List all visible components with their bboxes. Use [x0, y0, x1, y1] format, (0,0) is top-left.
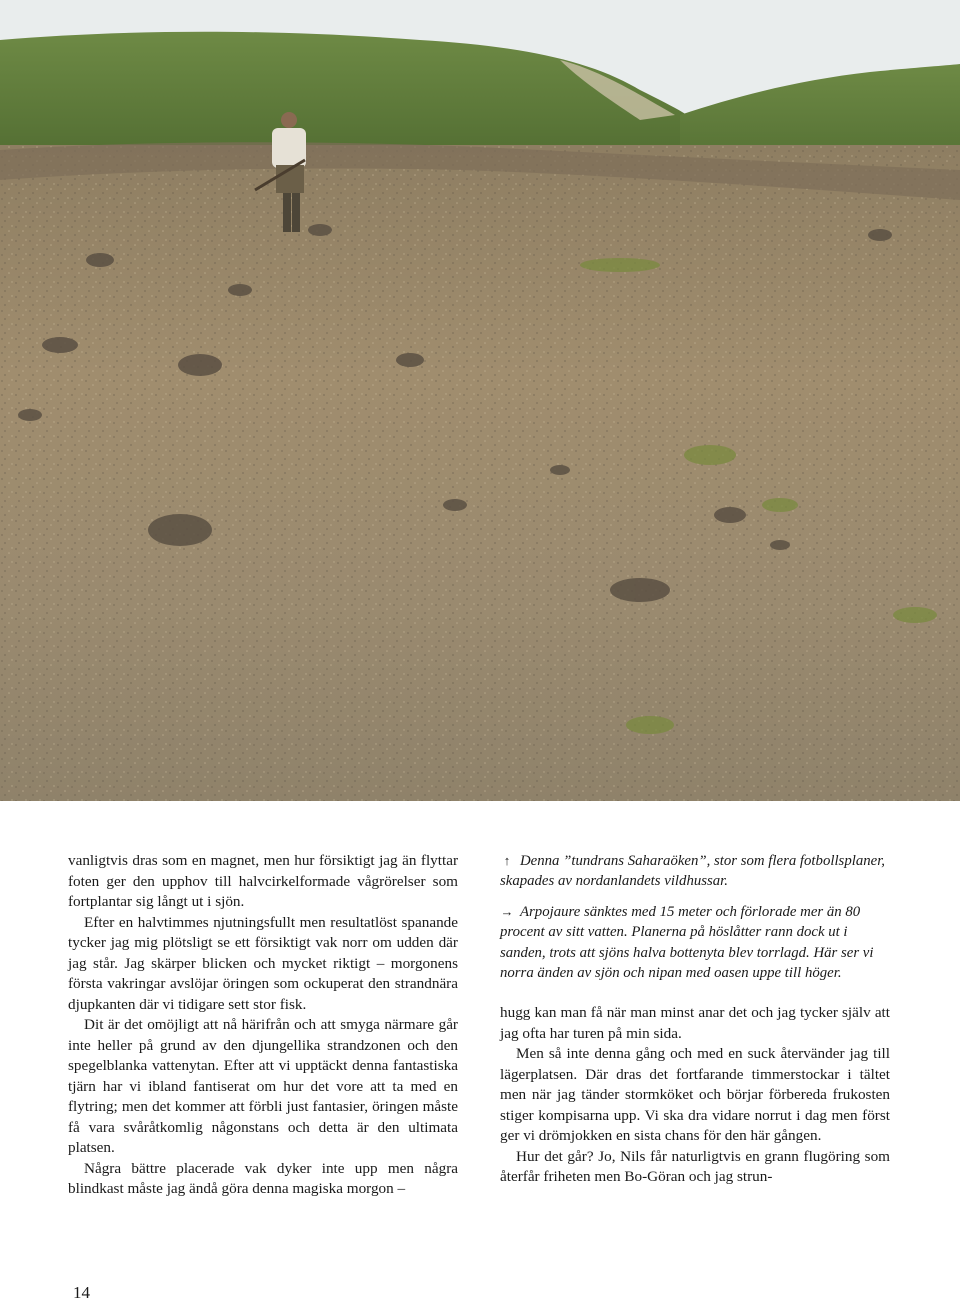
- body-paragraph: Några bättre placerade vak dyker inte upp men några blindkast måste jag ändå göra denna magiska morgon –: [68, 1159, 458, 1197]
- gravel-texture: [0, 145, 960, 801]
- page-number: 14: [73, 1283, 90, 1302]
- caption-text: Denna ”tundrans Saharaöken”, stor som flera fotbollsplaner, skapades av nordanlandets vildhussar.: [500, 853, 886, 890]
- body-paragraph: Efter en halvtimmes njutningsfullt men resultatlöst spanande tycker jag mig plötsligt se ett försiktigt vak norr om udden där jag står. Jag skärper blicken och mycket riktigt – morgonens första vakringar avslöjar öringen som ockuperat den strandnära djupkanten där vi tidigare sett stor fisk.: [68, 913, 458, 1013]
- caption-text: Arpojaure sänktes med 15 meter och förlorade mer än 80 procent av sitt vatten. Planerna på höslåtter rann dock ut i sanden, trots att sjöns halva bottenyta blev torrlagd. Här ser vi norra änden av sjön och nipan med oasen uppe till höger.: [500, 903, 874, 982]
- body-paragraph: Men så inte denna gång och med en suck återvänder jag till lägerplatsen. Där dras det fortfarande timmerstockar i tältet men när jag tänder stormköket och börjar förbereda frukosten stiger kompisarna upp. Vi ska dra vidare norrut i dag men först ger vi drömjokken en sista chans för den här gången.: [500, 1045, 890, 1145]
- right-body-text: [500, 1003, 890, 1188]
- body-paragraph: Dit är det omöjligt att nå härifrån och att smyga närmare går inte heller på grund av den djungellika strandzonen och den spegelblanka vattenytan. Efter att vi upptäckt denna fantastiska tjärn har vi ibland fantiserat om hur det vore att ta med en flytring; men det kommer att förbli just fantasier, öringen måste få vara svåråtkomlig någonstans och detta är den ultimata platsen.: [68, 1016, 458, 1156]
- body-paragraph: Hur det går? Jo, Nils får naturligtvis en grann flugöring som återfår friheten men Bo-Göran och jag strun-: [500, 1147, 890, 1186]
- body-paragraph: vanligtvis dras som en magnet, men hur försiktigt jag än flyttar foten ger den upphov till halvcirkelformade vågrörelser som fortplantar sig långt ut i sjön.: [68, 852, 458, 910]
- left-text-column: [68, 851, 458, 1200]
- body-paragraph: hugg kan man få när man minst anar det och jag tycker själv att jag ofta har turen på min sida.: [500, 1004, 890, 1042]
- photo-caption: [500, 851, 890, 892]
- right-text-column: [500, 851, 890, 1188]
- arrow-right-icon: →: [500, 903, 514, 919]
- arrow-up-icon: ↑: [503, 853, 511, 868]
- photo-caption: [500, 902, 890, 984]
